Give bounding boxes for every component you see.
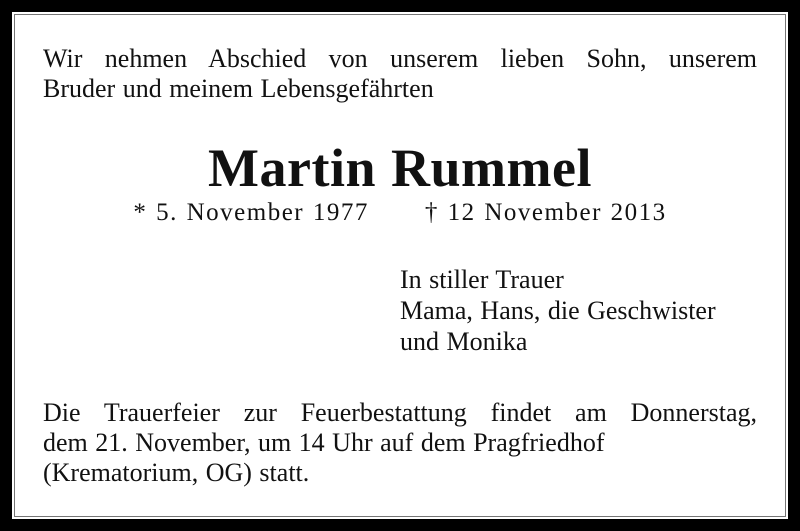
life-dates bbox=[43, 198, 757, 228]
condolence-line-2: Mama, Hans, die Geschwister bbox=[400, 296, 716, 325]
funeral-line-3: (Krematorium, OG) statt. bbox=[43, 458, 310, 487]
condolence-block bbox=[400, 264, 716, 357]
funeral-info-paragraph bbox=[43, 398, 757, 488]
intro-line-2: Bruder und meinem Lebensgefährten bbox=[43, 74, 434, 103]
condolence-line-1: In stiller Trauer bbox=[400, 265, 564, 294]
condolence-line-3: und Monika bbox=[400, 327, 528, 356]
death-date: † 12 November 2013 bbox=[424, 199, 667, 226]
funeral-line-1: Die Trauerfeier zur Feuerbestattung findet am Donnerstag, bbox=[43, 398, 757, 427]
deceased-name: Martin Rummel bbox=[208, 138, 592, 198]
birth-date: * 5. November 1977 bbox=[133, 199, 369, 226]
intro-paragraph bbox=[43, 44, 757, 104]
funeral-line-2: dem 21. November, um 14 Uhr auf dem Pragfriedhof bbox=[43, 428, 605, 457]
intro-line-1: Wir nehmen Abschied von unserem lieben Sohn, unserem bbox=[43, 44, 757, 73]
